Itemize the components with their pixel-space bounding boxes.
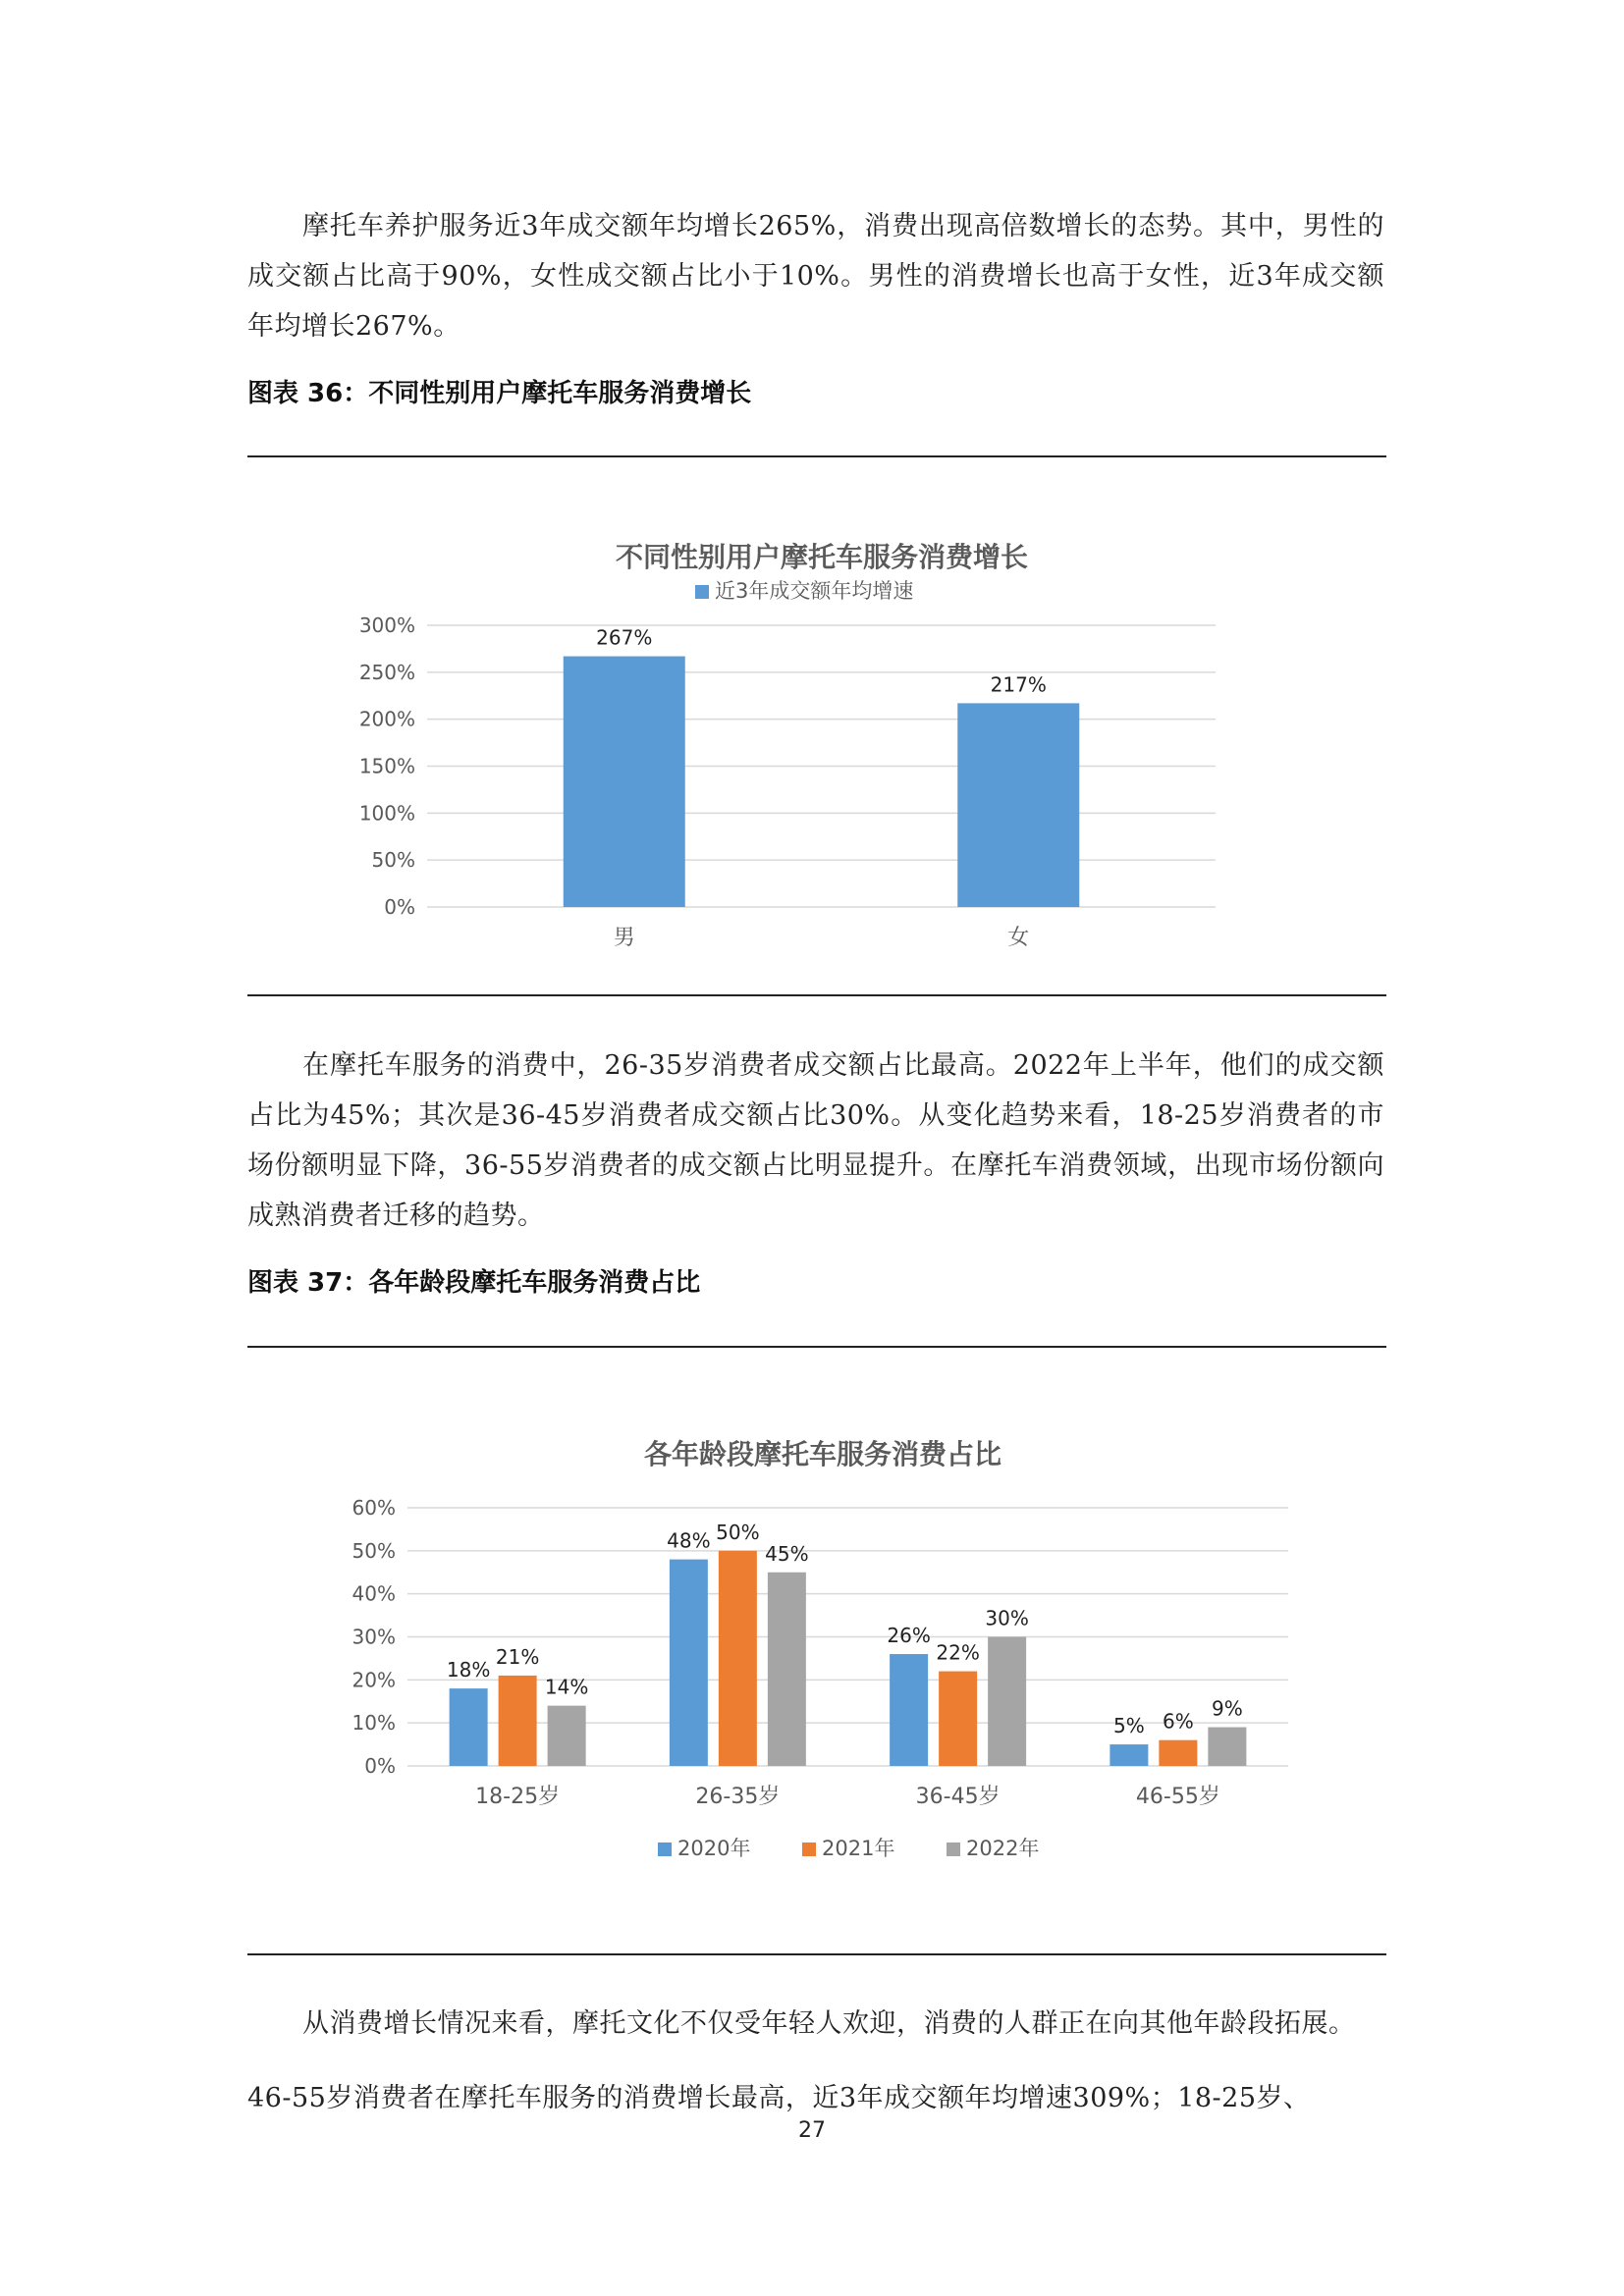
y-tick-label: 0% xyxy=(364,1754,396,1778)
y-tick-label: 250% xyxy=(358,660,415,684)
y-tick-label: 150% xyxy=(358,754,415,778)
data-label: 18% xyxy=(446,1658,491,1682)
bar xyxy=(719,1551,757,1766)
bar xyxy=(548,1706,586,1766)
legend-swatch xyxy=(802,1842,816,1856)
bar xyxy=(768,1573,806,1766)
figure-36-top-rule xyxy=(247,455,1386,457)
age-share-chart xyxy=(324,1414,1306,1875)
y-tick-label: 10% xyxy=(352,1711,396,1735)
data-label: 30% xyxy=(985,1606,1029,1630)
figure-37-caption: 图表 37：各年龄段摩托车服务消费占比 xyxy=(247,1268,701,1298)
paragraph-4: 46-55岁消费者在摩托车服务的消费增长最高，近3年成交额年均增速309%；18-25岁、 xyxy=(247,2083,1311,2113)
y-tick-label: 300% xyxy=(358,614,415,637)
data-label: 22% xyxy=(936,1640,980,1665)
bar xyxy=(957,703,1079,907)
chart-title: 不同性别用户摩托车服务消费增长 xyxy=(615,541,1029,573)
legend-entry: 2021年 xyxy=(822,1837,895,1860)
data-label: 21% xyxy=(495,1644,540,1669)
page-number: 27 xyxy=(798,2118,826,2143)
legend-entry: 近3年成交额年均增速 xyxy=(715,579,914,603)
bar xyxy=(988,1637,1026,1767)
figure-37-bottom-rule xyxy=(247,1953,1386,1955)
paragraph-3: 从消费增长情况来看，摩托文化不仅受年轻人欢迎，消费的人群正在向其他年龄段拓展。 xyxy=(302,2008,1356,2039)
bar xyxy=(450,1688,488,1766)
x-category-label: 46-55岁 xyxy=(1135,1785,1220,1809)
figure-36-bottom-rule xyxy=(247,994,1386,996)
gender-growth-chart xyxy=(324,520,1257,972)
data-label: 45% xyxy=(765,1541,809,1566)
y-tick-label: 0% xyxy=(384,895,415,919)
x-category-label: 18-25岁 xyxy=(475,1785,561,1809)
y-tick-label: 60% xyxy=(352,1496,396,1520)
data-label: 217% xyxy=(990,672,1047,697)
data-label: 5% xyxy=(1113,1714,1145,1738)
paragraph-1: 摩托车养护服务近3年成交额年均增长265%，消费出现高倍数增长的态势。其中，男性的成交额占比高于90%，女性成交额占比小于10%。男性的消费增长也高于女性，近3年成交额年均增长267%。 xyxy=(247,211,1384,342)
legend-swatch xyxy=(658,1842,672,1856)
legend-entry: 2022年 xyxy=(966,1837,1040,1860)
x-category-label: 26-35岁 xyxy=(695,1785,781,1809)
chart-title: 各年龄段摩托车服务消费占比 xyxy=(643,1438,1002,1470)
legend-swatch xyxy=(947,1842,960,1856)
y-tick-label: 100% xyxy=(358,801,415,826)
x-category-label: 女 xyxy=(1007,926,1030,950)
paragraph-2: 在摩托车服务的消费中，26-35岁消费者成交额占比最高。2022年上半年，他们的成交额占比为45%；其次是36-45岁消费者成交额占比30%。从变化趋势来看，18-25岁消费者的市场份额明显下降，36-55岁消费者的成交额占比明显提升。在摩托车消费领域，出现市场份额向成熟消费者迁移的趋势。 xyxy=(247,1050,1384,1231)
bar xyxy=(564,657,685,907)
bar xyxy=(890,1654,928,1766)
bar xyxy=(1208,1728,1246,1766)
y-tick-label: 50% xyxy=(352,1538,396,1563)
figure-36-caption: 图表 36：不同性别用户摩托车服务消费增长 xyxy=(247,379,752,408)
data-label: 6% xyxy=(1163,1709,1194,1734)
legend-entry: 2020年 xyxy=(677,1837,751,1860)
y-tick-label: 200% xyxy=(358,707,415,731)
data-label: 9% xyxy=(1212,1696,1243,1721)
data-label: 50% xyxy=(716,1520,760,1544)
x-category-label: 男 xyxy=(613,926,635,950)
figure-37-top-rule xyxy=(247,1346,1386,1348)
y-tick-label: 30% xyxy=(352,1625,396,1649)
data-label: 267% xyxy=(596,625,653,650)
y-tick-label: 20% xyxy=(352,1668,396,1692)
bar xyxy=(939,1672,977,1766)
bar xyxy=(1159,1740,1197,1766)
data-label: 26% xyxy=(887,1624,931,1648)
legend-swatch xyxy=(695,585,709,599)
bar xyxy=(499,1676,537,1766)
y-tick-label: 50% xyxy=(371,848,415,873)
y-tick-label: 40% xyxy=(352,1581,396,1606)
bar xyxy=(1110,1744,1148,1766)
bar xyxy=(670,1560,708,1766)
x-category-label: 36-45岁 xyxy=(915,1785,1001,1809)
data-label: 14% xyxy=(544,1675,589,1699)
data-label: 48% xyxy=(667,1528,711,1553)
